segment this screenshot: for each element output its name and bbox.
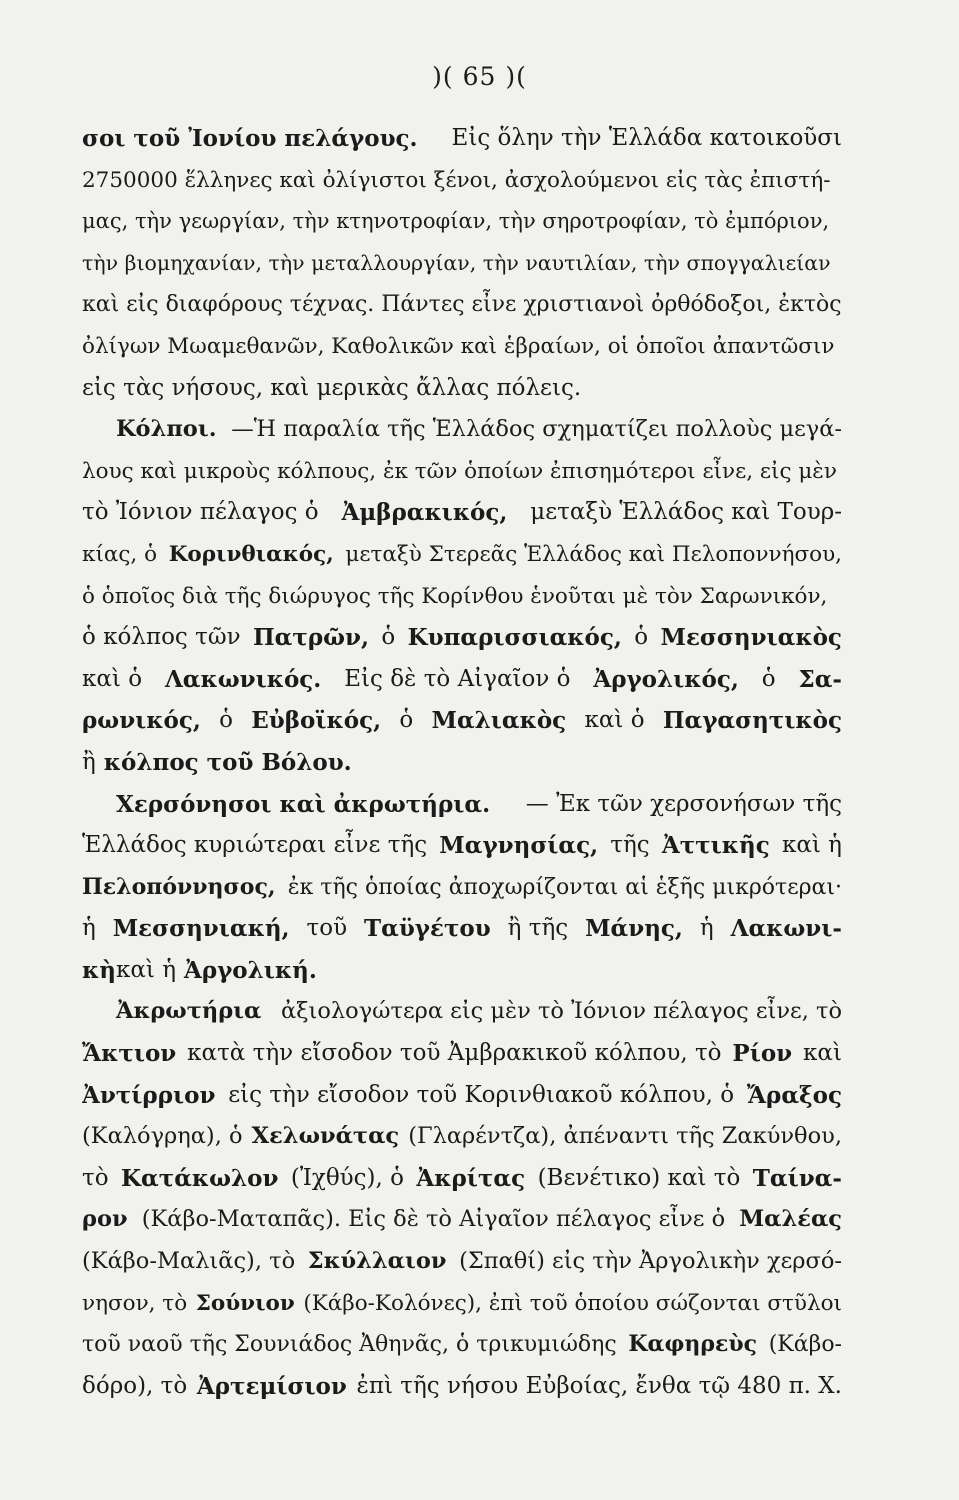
text-line [82, 825, 842, 867]
text-segment: (Βενέτικο) καὶ τὸ [537, 1164, 741, 1191]
bold-term: Κυπαρισσιακός, [407, 624, 622, 652]
bold-term: Χελωνάτας [251, 1123, 400, 1150]
bold-term: Ἀργολική. [183, 956, 317, 984]
text-line [82, 1075, 842, 1117]
text-line [82, 368, 842, 410]
text-line [82, 201, 842, 243]
text-segment: τοῦ [306, 915, 348, 942]
text-segment: τῆς [610, 832, 650, 859]
text-segment: ὁ [381, 624, 396, 651]
bold-term: Ταϋγέτου [364, 915, 491, 943]
bold-term: Λακωνι- [730, 915, 842, 943]
bold-term: Μάνης, [585, 915, 683, 943]
bold-term: Λακωνικός. [164, 665, 322, 693]
bold-term: Σούνιον [195, 1290, 295, 1316]
bold-term: ρον [82, 1206, 128, 1233]
text-segment: ἐκ τῆς ὁποίας ἀποχωρίζονται αἱ ἑξῆς μικρότεραι· [287, 874, 842, 900]
bold-term: Πατρῶν, [252, 624, 370, 652]
text-line [82, 784, 842, 826]
bold-term: Ἀργολικός, [593, 665, 739, 693]
text-segment: ὁ [761, 665, 776, 692]
page-number: )( 65 )( [432, 62, 527, 91]
text-line [82, 867, 842, 909]
text-segment: (Κάβο-Ματαπᾶς). Εἰς δὲ τὸ Αἰγαῖον πέλαγος εἶνε ὁ [141, 1206, 726, 1233]
text-segment: —Ἡ παραλία τῆς Ἑλλάδος σχηματίζει πολλοὺς μεγά- [231, 416, 842, 443]
bold-term: Σκύλλαιον [307, 1248, 447, 1275]
text-line [82, 950, 842, 992]
bold-term: Ἀντίρριον [82, 1081, 216, 1109]
bold-term: Κατάκωλον [121, 1164, 279, 1192]
text-line [82, 1366, 842, 1408]
text-line [82, 1324, 842, 1366]
bold-term: Ταίνα- [752, 1164, 842, 1192]
text-segment: ὁ [219, 707, 233, 734]
text-segment: 2750000 ἕλληνες καὶ ὀλίγιστοι ξένοι, ἀσχολούμενοι εἰς τὰς ἐπιστή- [82, 167, 831, 193]
text-segment: τὸ Ἰόνιον πέλαγος ὁ [82, 499, 319, 526]
text-line [82, 1283, 842, 1325]
text-segment: (Γλαρέντζα), ἀπέναντι τῆς Ζακύνθου, [408, 1123, 842, 1150]
text-segment: Εἰς δὲ τὸ Αἰγαῖον ὁ [344, 665, 571, 692]
text-segment: ἢ [82, 748, 96, 775]
text-segment: ἡ [699, 915, 714, 942]
bold-term: Ἄραξος [746, 1081, 842, 1109]
text-line [82, 409, 842, 451]
text-segment: Ἑλλάδος κυριώτεραι εἶνε τῆς [82, 832, 428, 859]
bold-term: κὴ [82, 956, 116, 984]
text-segment: καὶ ὁ [584, 707, 645, 734]
text-line [82, 659, 842, 701]
bold-term: Μαλέας [739, 1206, 842, 1233]
text-line [82, 617, 842, 659]
text-segment: κατὰ τὴν εἴσοδον τοῦ Ἀμβρακικοῦ κόλπου, τὸ [187, 1040, 722, 1067]
text-line [82, 451, 842, 493]
bold-term: Ἀρτεμίσιον [196, 1372, 347, 1400]
bold-term: Καφηρεὺς [628, 1331, 758, 1358]
text-line [82, 1158, 842, 1200]
bold-term: Ἄκτιον [82, 1040, 177, 1068]
bold-term: Σα- [798, 665, 842, 693]
bold-term: Παγασητικὸς [662, 707, 842, 735]
text-line [82, 908, 842, 950]
text-line [82, 118, 842, 160]
text-segment: ὁ [399, 707, 414, 734]
text-segment: — Ἐκ τῶν χερσονήσων τῆς [525, 790, 842, 817]
bold-term: ρωνικός, [82, 707, 201, 735]
text-segment: λους καὶ μικροὺς κόλπους, ἐκ τῶν ὁποίων ἐπισημότεροι εἶνε, εἰς μὲν [82, 458, 837, 484]
text-segment: ὁ [634, 624, 649, 651]
text-segment: ὀλίγων Μωαμεθανῶν, Καθολικῶν καὶ ἑβραίων, οἱ ὁποῖοι ἀπαντῶσιν [82, 333, 835, 359]
bold-term: Κόλποι. [116, 416, 217, 443]
text-segment: καὶ ἡ [115, 956, 176, 983]
text-line [82, 284, 842, 326]
text-line [82, 160, 842, 202]
text-segment: καὶ ἡ [781, 832, 842, 859]
text-segment: Εἰς ὅλην τὴν Ἑλλάδα κατοικοῦσι [451, 125, 842, 151]
text-segment: μεταξὺ Ἑλλάδος καὶ Τουρ- [530, 499, 842, 526]
text-segment: (Ἰχθύς), ὁ [290, 1164, 404, 1191]
bold-term: Μεσσηνιακὸς [660, 624, 842, 652]
bold-term: Μεσσηνιακή, [112, 915, 290, 943]
text-segment: μας, τὴν γεωργίαν, τὴν κτηνοτροφίαν, τὴν σηροτροφίαν, τὸ ἐμπόριον, [82, 209, 830, 234]
text-segment: δόρο), τὸ [82, 1372, 188, 1399]
text-segment: ἐπὶ τῆς νήσου Εὐβοίας, ἔνθα τῷ 480 π. Χ. [356, 1372, 842, 1399]
text-line [82, 1199, 842, 1241]
bold-term: σοι τοῦ Ἰονίου πελάγους. [82, 125, 418, 152]
text-segment: (Σπαθί) εἰς τὴν Ἀργολικὴν χερσό- [459, 1248, 842, 1275]
text-line [82, 700, 842, 742]
text-segment: εἰς τὰς νήσους, καὶ μερικὰς ἄλλας πόλεις. [82, 374, 582, 401]
text-line [82, 534, 842, 576]
bold-term: Μαλιακὸς [431, 707, 567, 735]
text-segment: νησον, τὸ [82, 1290, 188, 1316]
bold-term: Ἀκρίτας [416, 1164, 526, 1192]
text-line [82, 1033, 842, 1075]
text-line [82, 492, 842, 534]
body-text [82, 118, 842, 1407]
bold-term: Χερσόνησοι καὶ ἀκρωτήρια. [116, 790, 491, 818]
text-line [82, 576, 842, 618]
bold-term: Κορινθιακός, [168, 541, 334, 567]
text-segment: ἀξιολογώτερα εἰς μὲν τὸ Ἰόνιον πέλαγος εἶνε, τὸ [280, 998, 842, 1025]
text-line [82, 326, 842, 368]
text-line [82, 1241, 842, 1283]
text-line [82, 1116, 842, 1158]
text-segment: καὶ ὁ [82, 665, 143, 692]
bold-term: Μαγνησίας, [439, 832, 599, 860]
text-segment: εἰς τὴν εἴσοδον τοῦ Κορινθιακοῦ κόλπου, ὁ [228, 1081, 735, 1108]
bold-term: Ἀμβρακικός, [341, 499, 508, 527]
text-segment: τὸ [82, 1164, 109, 1191]
text-segment: μεταξὺ Στερεᾶς Ἑλλάδος καὶ Πελοποννήσου, [345, 541, 842, 567]
text-line [82, 243, 842, 285]
text-segment: κίας, ὁ [82, 541, 158, 567]
text-segment: ὁ ὁποῖος διὰ τῆς διώρυγος τῆς Κορίνθου ἑνοῦται μὲ τὸν Σαρωνικόν, [82, 583, 828, 609]
text-segment: (Κάβο-Κολόνες), ἐπὶ τοῦ ὁποίου σώζονται στῦλοι [303, 1290, 842, 1316]
text-segment: ἡ [82, 915, 96, 942]
bold-term: Εὐβοϊκός, [251, 707, 382, 735]
bold-term: Ἀττικῆς [661, 832, 770, 860]
text-line [82, 991, 842, 1033]
text-segment: ἢ τῆς [507, 915, 569, 942]
text-segment: (Κάβο- [768, 1332, 842, 1358]
text-segment: καὶ [803, 1040, 842, 1067]
text-segment: τὴν βιομηχανίαν, τὴν μεταλλουργίαν, τὴν ναυτιλίαν, τὴν σπογγαλιείαν [82, 250, 831, 275]
text-segment: (Κάβο-Μαλιᾶς), τὸ [82, 1248, 296, 1275]
text-segment: τοῦ ναοῦ τῆς Σουνιάδος Ἀθηνᾶς, ὁ τρικυμιώδης [82, 1332, 617, 1358]
bold-term: Πελοπόννησος, [82, 873, 276, 900]
bold-term: Ρίον [732, 1040, 793, 1068]
bold-term: Ἀκρωτήρια [116, 998, 262, 1025]
bold-term: κόλπος τοῦ Βόλου. [103, 748, 352, 776]
text-segment: ὁ κόλπος τῶν [82, 624, 241, 651]
text-line [82, 742, 842, 784]
text-segment: (Καλόγρηα), ὁ [82, 1123, 243, 1150]
text-segment: καὶ εἰς διαφόρους τέχνας. Πάντες εἶνε χριστιανοὶ ὀρθόδοξοι, ἐκτὸς [82, 292, 842, 318]
